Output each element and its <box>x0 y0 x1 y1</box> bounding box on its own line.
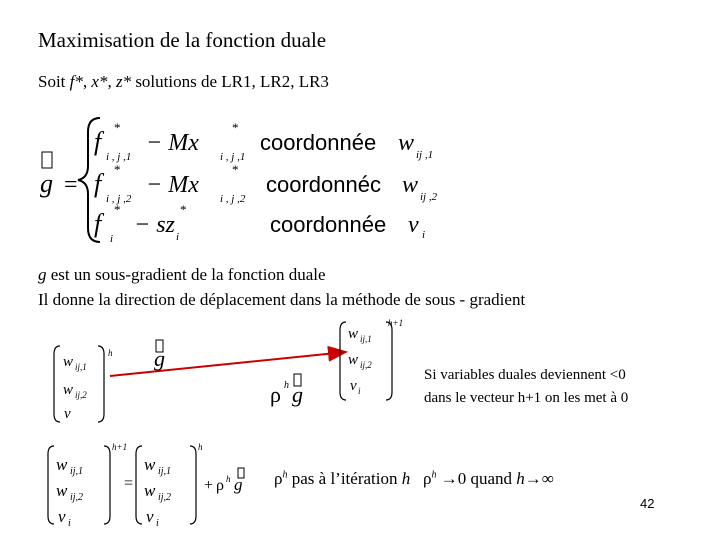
svg-text:h: h <box>198 442 203 452</box>
svg-text:v: v <box>146 507 154 526</box>
svg-text:w: w <box>56 481 68 500</box>
row2-x-sub: i , j ,2 <box>220 193 246 205</box>
svg-text:v: v <box>350 378 357 394</box>
intro-prefix: Soit <box>38 72 70 91</box>
row3-var-sub: i <box>422 229 426 241</box>
row3-var: v <box>408 212 419 238</box>
row1-x-sub: i , j ,1 <box>220 151 246 163</box>
intro-line <box>38 72 329 92</box>
intro-x: x* <box>91 72 108 91</box>
svg-text:ij,2: ij,2 <box>75 390 87 400</box>
svg-text:ij,1: ij,1 <box>75 362 87 372</box>
note-line-1: Si variables duales deviennent <0 <box>424 367 626 383</box>
rho2: ρ <box>422 469 432 488</box>
line1-g: g <box>38 265 47 284</box>
row1-var: w <box>398 130 415 156</box>
row1-x-star: * <box>232 120 239 135</box>
svg-text:ij,2: ij,2 <box>360 360 372 370</box>
svg-text:w: w <box>348 326 359 342</box>
svg-text:ρ: ρ <box>270 382 281 407</box>
equation-row-2 <box>94 162 438 205</box>
rho-h2: h <box>516 469 525 488</box>
svg-text:g: g <box>292 382 303 407</box>
row1-f-star: * <box>114 120 121 135</box>
intro-suffix: solutions de LR1, LR2, LR3 <box>131 72 329 91</box>
page-number: 42 <box>640 496 655 511</box>
row1-var-sub: ij ,1 <box>416 149 434 161</box>
missing-glyph-box <box>42 152 52 168</box>
update-vector-h <box>136 442 203 529</box>
vector-h <box>54 346 113 422</box>
gradient-equation <box>30 110 450 250</box>
update-g: g <box>234 475 243 494</box>
row2-f: f <box>94 169 102 198</box>
svg-text:w: w <box>144 455 156 474</box>
svg-text:h: h <box>108 348 113 358</box>
update-equals: = <box>124 475 134 492</box>
update-plus: + <box>204 477 214 494</box>
update-rho-sup: h <box>226 474 231 484</box>
rho-h-g <box>270 374 303 407</box>
row3-minus-term: − sz <box>134 212 175 238</box>
rho1: ρ <box>274 469 283 488</box>
svg-text:ij,1: ij,1 <box>360 334 372 344</box>
row3-f-sub: i <box>110 233 114 245</box>
update-vector-h1 <box>48 442 127 529</box>
svg-text:w: w <box>56 455 68 474</box>
row2-coord-label: coordonnéc <box>266 172 381 197</box>
row1-coord-label: coordonnée <box>260 130 377 155</box>
svg-text:i: i <box>358 386 361 396</box>
intro-sep1: , <box>82 72 92 91</box>
row3-z-star: * <box>180 202 187 217</box>
svg-text:w: w <box>63 354 74 370</box>
equation-lhs: g <box>40 169 53 198</box>
row2-f-star: * <box>114 162 121 177</box>
rho-h: h <box>401 469 411 488</box>
svg-text:ij,1: ij,1 <box>70 466 84 477</box>
intro-f: f* <box>69 72 83 91</box>
slide-title: Maximisation de la fonction duale <box>38 28 327 52</box>
rho-inf: →∞ <box>524 469 554 488</box>
svg-text:w: w <box>144 481 156 500</box>
row3-coord-label: coordonnée <box>270 212 387 237</box>
direction-arrow <box>110 352 346 376</box>
svg-text:i: i <box>68 518 71 529</box>
svg-text:h: h <box>284 380 289 391</box>
row3-z-sub: i <box>176 231 180 243</box>
rho1-sup: h <box>282 469 288 481</box>
equals-sign: = <box>64 172 78 198</box>
note-line-2: dans le vecteur h+1 on les met à 0 <box>424 390 629 406</box>
equation-row-1 <box>94 120 433 163</box>
rho2-sup: h <box>431 469 437 481</box>
rho-mid: pas à l’itération <box>287 469 402 488</box>
row2-minus-term: − Mx <box>146 172 199 198</box>
svg-text:w: w <box>63 382 74 398</box>
svg-text:i: i <box>156 518 159 529</box>
svg-text:h+1: h+1 <box>112 442 128 452</box>
svg-text:w: w <box>348 352 359 368</box>
row2-var: w <box>402 172 419 198</box>
row3-f: f <box>94 209 102 238</box>
line1-text: est un sous-gradient de la fonction duale <box>46 265 326 284</box>
arrow-g-label <box>154 340 165 371</box>
update-diagram <box>30 318 430 428</box>
svg-text:ij,2: ij,2 <box>158 492 172 503</box>
row1-f-sub: i , j ,1 <box>106 151 132 163</box>
row2-f-sub: i , j ,2 <box>106 193 132 205</box>
svg-text:g: g <box>154 346 165 371</box>
row2-var-sub: ij ,2 <box>420 191 438 203</box>
intro-sep2: , <box>107 72 116 91</box>
update-rho: ρ <box>216 477 224 494</box>
subgradient-line <box>38 265 326 285</box>
svg-text:h+1: h+1 <box>388 318 404 328</box>
row3-f-star: * <box>114 202 121 217</box>
step-size-line <box>274 469 554 489</box>
equation-row-3 <box>94 202 425 245</box>
svg-text:ij,2: ij,2 <box>70 492 84 503</box>
row1-f: f <box>94 127 102 156</box>
vector-h1 <box>340 318 403 400</box>
intro-z: z* <box>115 72 132 91</box>
svg-text:ij,1: ij,1 <box>158 466 172 477</box>
row1-minus-term: − Mx <box>146 130 199 156</box>
update-equation <box>30 438 270 530</box>
row2-x-star: * <box>232 162 239 177</box>
rho-arrow: →0 quand <box>436 469 517 488</box>
direction-line: Il donne la direction de déplacement dans la méthode de sous - gradient <box>38 290 526 309</box>
svg-text:v: v <box>58 507 66 526</box>
svg-text:v: v <box>64 406 71 422</box>
